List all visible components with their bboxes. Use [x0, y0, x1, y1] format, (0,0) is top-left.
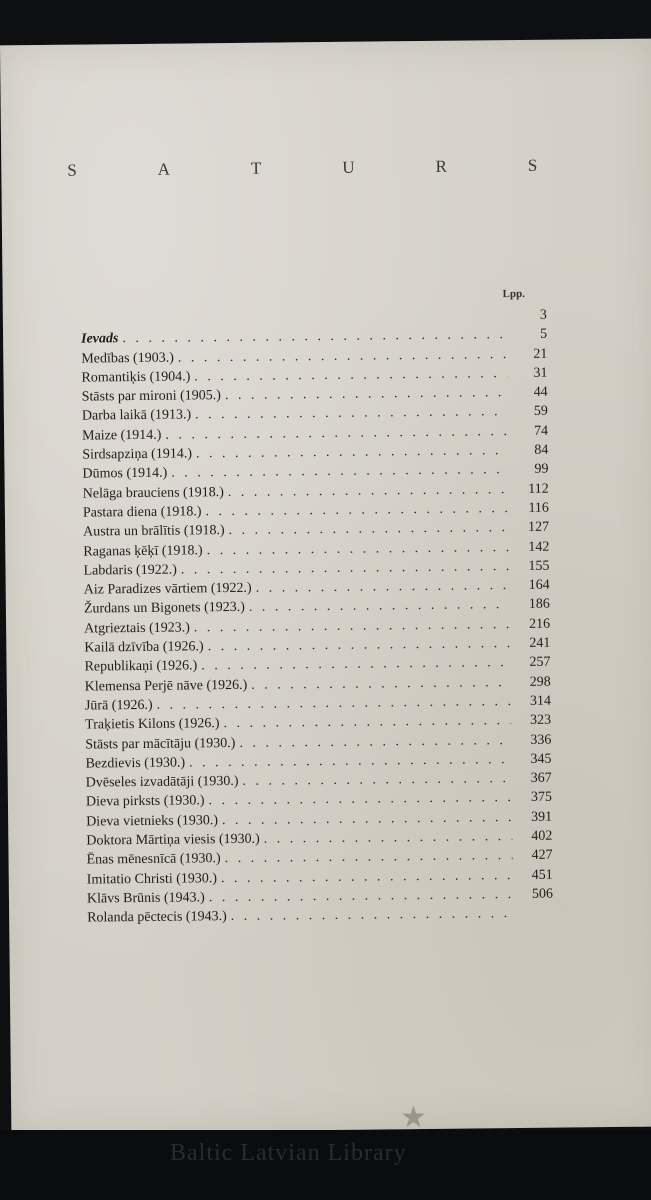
heading-letter: S — [67, 160, 77, 180]
page-heading — [67, 156, 537, 181]
toc-entry-page: 375 — [530, 790, 553, 806]
toc-leader-dots — [208, 791, 512, 810]
toc-entry-page: 345 — [530, 751, 552, 767]
toc-leader-dots — [171, 462, 508, 482]
toc-entry-page: 164 — [528, 577, 550, 594]
toc-leader-dots — [181, 559, 510, 578]
toc-leader-dots — [239, 733, 511, 752]
toc-leader-dots — [196, 443, 508, 462]
toc-entry-title: Maize (1914.) — [82, 427, 162, 444]
toc-entry-page: 427 — [531, 847, 553, 864]
toc-leader-dots — [195, 405, 508, 424]
toc-entry-page: 155 — [528, 558, 550, 574]
toc-entry-title: Dieva pirksts (1930.) — [85, 793, 205, 810]
toc-entry-page: 74 — [534, 423, 549, 439]
toc-leader-dots — [256, 578, 510, 597]
toc-leader-dots — [207, 540, 510, 559]
toc-entry-page: 323 — [530, 712, 552, 729]
heading-letter: R — [435, 156, 447, 176]
toc-entry-title: Imitatio Christi (1930.) — [86, 870, 218, 888]
toc-entry-title: Raganas ķēķī (1918.) — [83, 542, 203, 560]
toc-entry-title: Bezdievis (1930.) — [85, 755, 186, 772]
toc-leader-dots — [264, 829, 513, 848]
toc-entry — [87, 906, 553, 930]
toc-entry-page: 186 — [528, 597, 550, 613]
toc-leader-dots — [249, 598, 510, 617]
toc-entry-title: Republikaņi (1926.) — [84, 658, 198, 675]
toc-entry-page: 127 — [528, 519, 550, 536]
heading-letter: U — [342, 157, 355, 177]
toc-entry-title: Rolanda pēctecis (1943.) — [87, 909, 227, 926]
toc-leader-dots — [223, 713, 511, 732]
toc-entry-page: 257 — [529, 655, 551, 671]
toc-leader-dots — [225, 848, 513, 867]
toc-entry-title: Stāsts par mācītāju (1930.) — [85, 735, 236, 753]
toc-leader-dots — [221, 868, 513, 887]
heading-letter: T — [250, 158, 262, 178]
toc-entry-page: 3 — [539, 307, 547, 323]
toc-entry-page: 506 — [531, 886, 554, 902]
toc-entry-page: 44 — [533, 384, 548, 401]
toc-entry-page: 99 — [534, 462, 549, 478]
toc-leader-dots — [205, 501, 509, 520]
toc-entry-title: Romantiķis (1904.) — [81, 369, 191, 386]
page-column-label: Lpp. — [502, 287, 526, 301]
toc-entry-page: 216 — [529, 616, 551, 632]
heading-letter: A — [157, 159, 171, 179]
toc-entry-page: 314 — [529, 693, 551, 709]
toc-entry-page: 402 — [531, 828, 553, 844]
toc-entry-title: Dieva vietnieks (1930.) — [86, 812, 219, 830]
toc-entry-title: Nelāga brauciens (1918.) — [82, 484, 224, 502]
toc-entry-page: 5 — [539, 326, 548, 343]
toc-leader-dots — [231, 906, 514, 925]
toc-leader-dots — [228, 482, 509, 501]
toc-entry-title: Jūrā (1926.) — [84, 697, 153, 714]
toc-entry-title: Austra un brālītis (1918.) — [83, 523, 225, 540]
toc-entry-page: 59 — [533, 404, 548, 420]
toc-entry-title: Žurdans un Bigonets (1923.) — [83, 600, 245, 618]
toc-entry-title: Klāvs Brūnis (1943.) — [86, 890, 205, 907]
table-of-contents — [81, 308, 553, 930]
star-icon: ★ — [400, 1101, 427, 1134]
toc-entry-title: Klemensa Perjē nāve (1926.) — [84, 677, 248, 695]
toc-entry-page: 142 — [528, 539, 550, 555]
toc-entry-title: Darba laikā (1913.) — [81, 407, 192, 425]
toc-entry-title: Labdaris (1922.) — [83, 562, 177, 579]
toc-entry-title: Ēnas mēnesnīcā (1930.) — [86, 851, 221, 868]
toc-entry-title: Sirdsapziņa (1914.) — [82, 446, 193, 463]
watermark: Baltic Latvian Library — [170, 1140, 407, 1166]
toc-entry-page: 336 — [530, 732, 552, 748]
toc-entry-page: 112 — [528, 481, 549, 497]
toc-leader-dots — [165, 424, 508, 444]
toc-entry-title: Dūmos (1914.) — [82, 466, 168, 482]
toc-leader-dots — [157, 694, 511, 714]
toc-leader-dots — [251, 675, 511, 694]
toc-entry-title: Medības (1903.) — [81, 350, 174, 367]
toc-entry-page: 116 — [528, 500, 549, 516]
toc-entry-page: 84 — [534, 442, 549, 458]
toc-leader-dots — [229, 520, 510, 539]
toc-entry-page: 241 — [529, 635, 551, 651]
toc-leader-dots — [209, 887, 513, 906]
toc-entry-title: Atgrieztais (1923.) — [84, 620, 190, 637]
toc-leader-dots — [208, 636, 511, 655]
heading-letter: S — [527, 155, 538, 175]
toc-leader-dots — [178, 347, 508, 366]
toc-entry-page: 31 — [533, 365, 548, 381]
toc-entry-title: Pastara diena (1918.) — [82, 504, 202, 521]
toc-leader-dots — [189, 752, 512, 771]
book-page — [0, 39, 651, 1134]
toc-leader-dots — [222, 810, 512, 829]
toc-entry-title: Doktora Mārtiņa viesis (1930.) — [86, 831, 260, 849]
toc-leader-dots — [201, 655, 510, 674]
toc-entry-title: Dvēseles izvadātāji (1930.) — [85, 774, 239, 791]
toc-leader-dots — [242, 771, 511, 790]
toc-entry-page: 367 — [530, 770, 552, 787]
toc-entry-page: 21 — [533, 346, 548, 362]
toc-entry-title: Ievads — [81, 331, 119, 347]
toc-entry-title: Aiz Paradizes vārtiem (1922.) — [83, 580, 252, 598]
toc-leader-dots — [122, 327, 507, 347]
toc-entry-page: 391 — [531, 809, 553, 825]
toc-leader-dots — [225, 385, 508, 404]
toc-entry-page: 298 — [529, 674, 551, 690]
toc-entry-title: Traķietis Kilons (1926.) — [85, 716, 220, 733]
toc-leader-dots — [194, 617, 510, 636]
toc-entry-title: Stāsts par mironi (1905.) — [81, 388, 221, 405]
toc-leader-dots — [194, 366, 507, 385]
toc-entry-title: Kailā dzīvība (1926.) — [84, 639, 204, 656]
toc-entry-page: 451 — [531, 867, 553, 883]
